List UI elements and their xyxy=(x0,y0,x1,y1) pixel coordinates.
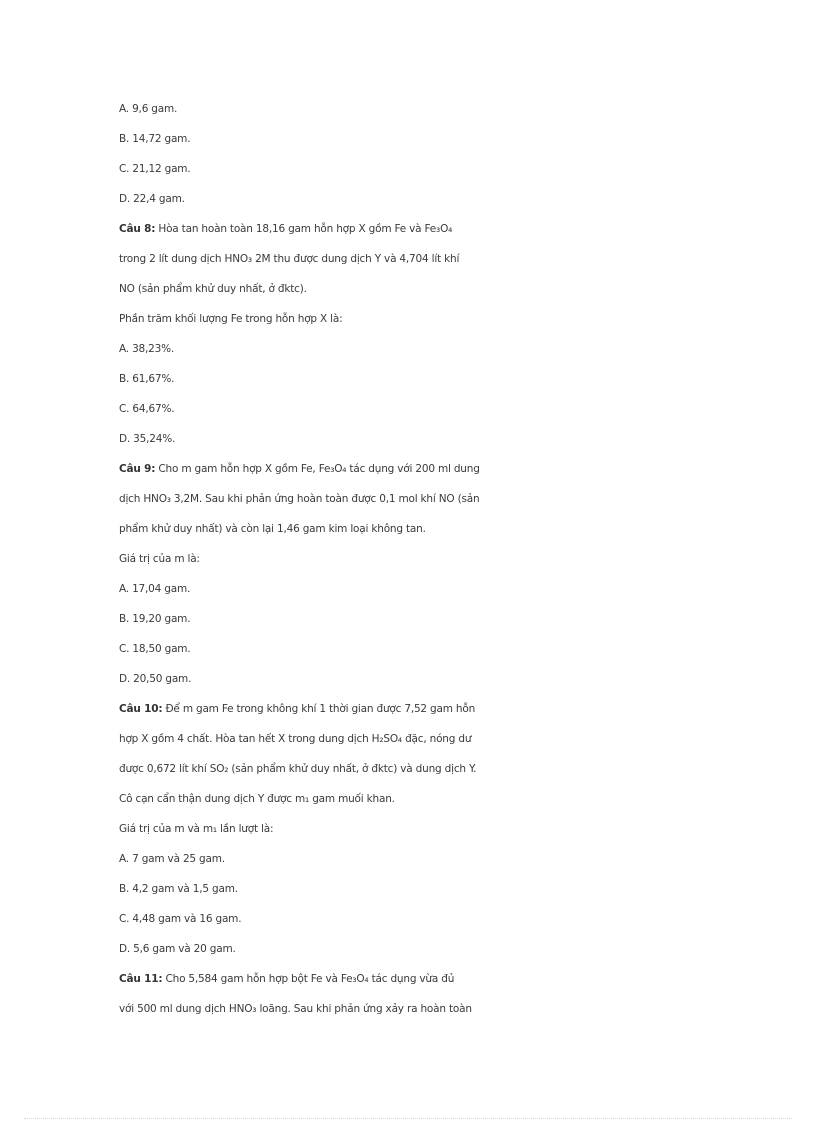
page-bottom-rule xyxy=(24,1118,792,1119)
text-line xyxy=(119,400,679,430)
text-line xyxy=(119,340,679,370)
line-text: Giá trị của m là: xyxy=(119,553,200,565)
line-text: Cho 5,584 gam hỗn hợp bột Fe và Fe₃O₄ tác dụng vừa đủ xyxy=(162,973,455,985)
text-line xyxy=(119,100,679,130)
line-text: Để m gam Fe trong không khí 1 thời gian được 7,52 gam hỗn xyxy=(162,703,476,715)
question-label: Câu 10: xyxy=(119,703,163,715)
line-text: phẩm khử duy nhất) và còn lại 1,46 gam kim loại không tan. xyxy=(119,523,426,535)
line-text: B. 4,2 gam và 1,5 gam. xyxy=(119,883,238,895)
text-line xyxy=(119,280,679,310)
document-body xyxy=(119,100,679,1030)
question-line xyxy=(119,220,679,250)
text-line xyxy=(119,670,679,700)
line-text: Phần trăm khối lượng Fe trong hỗn hợp X là: xyxy=(119,313,343,325)
line-text: C. 64,67%. xyxy=(119,403,175,415)
line-text: được 0,672 lít khí SO₂ (sản phẩm khử duy nhất, ở đktc) và dung dịch Y. xyxy=(119,763,477,775)
text-line xyxy=(119,1000,679,1030)
line-text: A. 9,6 gam. xyxy=(119,103,178,115)
line-text: với 500 ml dung dịch HNO₃ loãng. Sau khi phản ứng xảy ra hoàn toàn xyxy=(119,1003,472,1015)
text-line xyxy=(119,580,679,610)
text-line xyxy=(119,760,679,790)
line-text: A. 17,04 gam. xyxy=(119,583,191,595)
line-text: D. 20,50 gam. xyxy=(119,673,192,685)
question-line xyxy=(119,460,679,490)
line-text: A. 38,23%. xyxy=(119,343,175,355)
text-line xyxy=(119,490,679,520)
text-line xyxy=(119,910,679,940)
text-line xyxy=(119,610,679,640)
text-line xyxy=(119,850,679,880)
question-line xyxy=(119,970,679,1000)
text-line xyxy=(119,310,679,340)
text-line xyxy=(119,730,679,760)
line-text: B. 14,72 gam. xyxy=(119,133,191,145)
line-text: Cho m gam hỗn hợp X gồm Fe, Fe₃O₄ tác dụng với 200 ml dung xyxy=(155,463,480,475)
question-label: Câu 8: xyxy=(119,223,156,235)
line-text: Giá trị của m và m₁ lần lượt là: xyxy=(119,823,274,835)
line-text: Cô cạn cẩn thận dung dịch Y được m₁ gam muối khan. xyxy=(119,793,395,805)
text-line xyxy=(119,520,679,550)
text-line xyxy=(119,430,679,460)
line-text: A. 7 gam và 25 gam. xyxy=(119,853,225,865)
question-label: Câu 9: xyxy=(119,463,156,475)
line-text: D. 35,24%. xyxy=(119,433,176,445)
question-label: Câu 11: xyxy=(119,973,163,985)
line-text: hợp X gồm 4 chất. Hòa tan hết X trong dung dịch H₂SO₄ đặc, nóng dư xyxy=(119,733,472,745)
line-text: trong 2 lít dung dịch HNO₃ 2M thu được dung dịch Y và 4,704 lít khí xyxy=(119,253,460,265)
line-text: B. 61,67%. xyxy=(119,373,175,385)
line-text: B. 19,20 gam. xyxy=(119,613,191,625)
line-text: C. 18,50 gam. xyxy=(119,643,191,655)
text-line xyxy=(119,130,679,160)
line-text: C. 4,48 gam và 16 gam. xyxy=(119,913,242,925)
text-line xyxy=(119,820,679,850)
text-line xyxy=(119,250,679,280)
line-text: NO (sản phẩm khử duy nhất, ở đktc). xyxy=(119,283,307,295)
line-text: dịch HNO₃ 3,2M. Sau khi phản ứng hoàn toàn được 0,1 mol khí NO (sản xyxy=(119,493,480,505)
question-line xyxy=(119,700,679,730)
text-line xyxy=(119,370,679,400)
line-text: C. 21,12 gam. xyxy=(119,163,191,175)
text-line xyxy=(119,640,679,670)
text-line xyxy=(119,940,679,970)
line-text: Hòa tan hoàn toàn 18,16 gam hỗn hợp X gồm Fe và Fe₃O₄ xyxy=(155,223,453,235)
text-line xyxy=(119,160,679,190)
text-line xyxy=(119,190,679,220)
text-line xyxy=(119,550,679,580)
line-text: D. 5,6 gam và 20 gam. xyxy=(119,943,236,955)
text-line xyxy=(119,880,679,910)
line-text: D. 22,4 gam. xyxy=(119,193,185,205)
text-line xyxy=(119,790,679,820)
